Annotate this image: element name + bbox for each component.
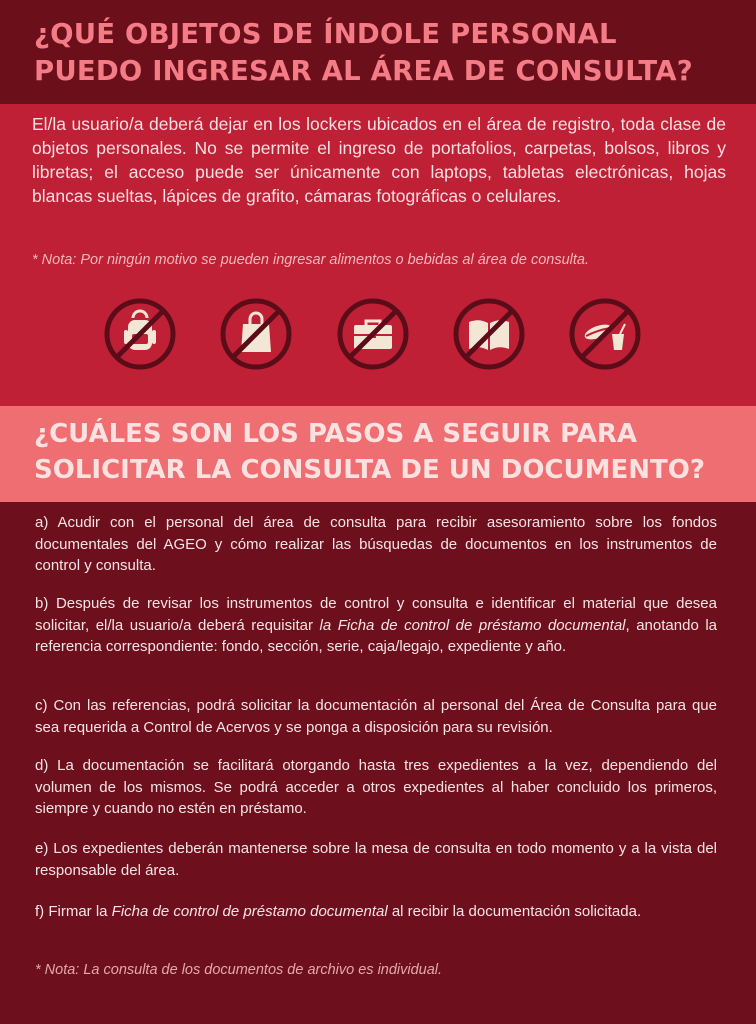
step-f-text-end: al recibir la documentación solicitada. (387, 903, 642, 920)
step-f-text: f) Firmar la (35, 903, 112, 920)
step-e: e) Los expedientes deberán mantenerse sobre la mesa de consulta en todo momento y a la vista del responsable del área. (35, 840, 717, 879)
step-b-form-name: la Ficha de control de préstamo documental (319, 616, 626, 634)
step-f-form-name: Ficha de control de préstamo documental (111, 903, 388, 920)
section2-body (0, 502, 756, 1024)
backpack-icon (104, 298, 176, 370)
section2-header (0, 406, 756, 502)
prohibited-items-row (0, 298, 756, 388)
food-and-drink-icon (569, 298, 641, 370)
briefcase-icon (337, 298, 409, 370)
shopping-bag-icon (220, 298, 292, 370)
step-c: c) Con las referencias, podrá solicitar la documentación al personal del Área de Consulta para que sea requerida a Control de Acervos y se ponga a disposición para su revisión. (35, 697, 717, 736)
section2-title: ¿CUÁLES SON LOS PASOS A SEGUIR PARA SOLICITAR LA CONSULTA DE UN DOCUMENTO? (34, 419, 705, 485)
step-b-text: b) Después de revisar los instrumentos de control y consulta e identificar el material que desea solicitar, el/la usuario/a deberá requisitar (35, 595, 717, 634)
step-b-text-end: , anotando la referencia correspondiente: fondo, sección, serie, caja/legajo, expediente y año. (35, 616, 717, 655)
section1-paragraph: El/la usuario/a deberá dejar en los lockers ubicados en el área de registro, toda clase de objetos personales. No se permite el ingreso de portafolios, carpetas, bolsos, libros y libretas; el acceso puede ser únicamente con laptops, tabletas electrónicas, hojas blancas sueltas, lápices de grafito, cámaras fotográficas o celulares. (32, 114, 726, 206)
step-a: a) Acudir con el personal del área de consulta para recibir asesoramiento sobre los fondos documentales del AGEO y cómo realizar las búsquedas de documentos en los instrumentos de control y consulta. (35, 514, 717, 574)
step-d: d) La documentación se facilitará otorgando hasta tres expedientes a la vez, dependiendo del volumen de los mismos. Se podrá acceder a otros expedientes al haber concluido los primeros, siempre y cuando no estén en préstamo. (35, 757, 717, 817)
book-icon (453, 298, 525, 370)
section1-body (0, 104, 756, 406)
section1-header (0, 0, 756, 104)
section1-title: ¿QUÉ OBJETOS DE ÍNDOLE PERSONAL PUEDO INGRESAR AL ÁREA DE CONSULTA? (34, 18, 693, 87)
step-b (35, 593, 717, 658)
section2-note: * Nota: La consulta de los documentos de archivo es individual. (35, 962, 443, 978)
section1-note: * Nota: Por ningún motivo se pueden ingresar alimentos o bebidas al área de consulta. (32, 252, 589, 268)
step-f (35, 901, 717, 923)
